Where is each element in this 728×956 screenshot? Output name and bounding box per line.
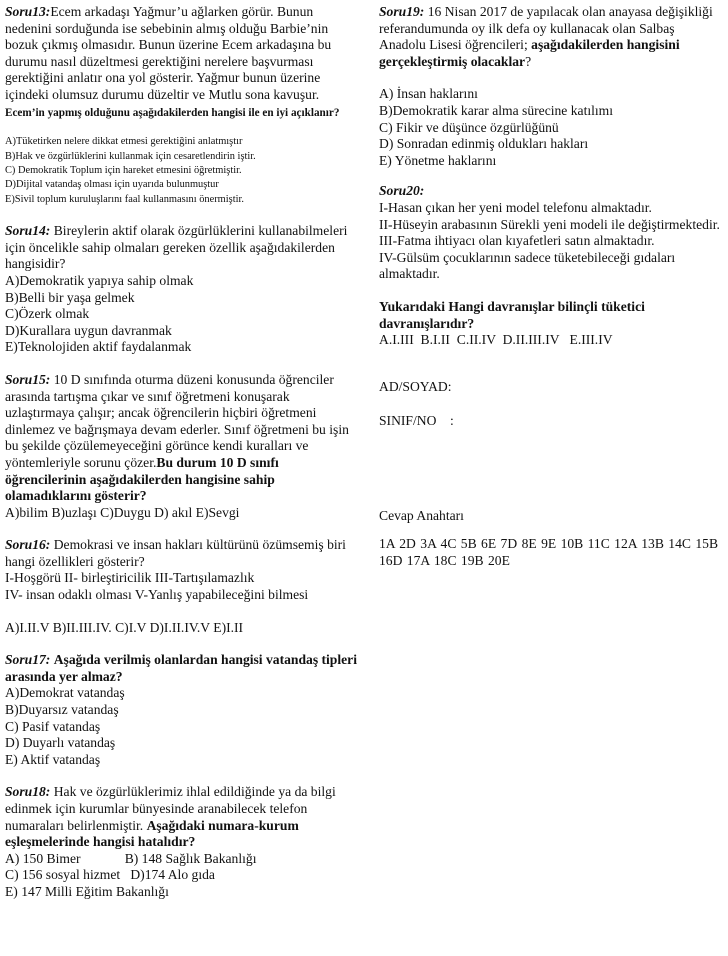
question-20-label: Soru20: <box>379 183 425 199</box>
question-13-option-c[interactable]: C) Demokratik Toplum için hareket etmesini öğretmiştir. <box>5 164 242 176</box>
question-14-option-c[interactable]: C)Özerk olmak <box>5 306 90 322</box>
question-13-text: Ecem arkadaşı Yağmur’u ağlarken görür. Bunun nedenini sorduğunda ise sebebinin almış olduğu Barbie’nin bozuk çıkmış olmasıdır. Bunun üzerine Ecem arkadaşına bu durumu nasıl düzeltmesi gerektiğini nerelere başvurması gerektiğini anlatır ona yol gösterir. Yağmur bunun üzerine içindeki olumsuz durumu düzeltir ve Mutlu sona kavuşur. <box>5 4 332 102</box>
question-13-option-e[interactable]: E)Sivil toplum kuruluşlarını faal kullanmasını önermiştir. <box>5 193 244 205</box>
question-19-option-b[interactable]: B)Demokratik karar alma sürecine katılımı <box>379 102 614 118</box>
question-17-prompt: Aşağıda verilmiş olanlardan hangisi vatandaş tipleri arasında yer almaz? <box>5 652 357 684</box>
question-18-options-line-1[interactable]: A) 150 Bimer B) 148 Sağlık Bakanlığı <box>5 850 257 866</box>
question-13-option-d[interactable]: D)Dijital vatandaş olması için uyarıda bulunmuştur <box>5 179 219 191</box>
question-19 <box>379 4 724 169</box>
question-18-text: Hak ve özgürlüklerimiz ihlal edildiğinde ya da bilgi edinmek için kurumlar bünyesinde aranabilecek telefon numaraları belirlenmiştir. <box>5 784 336 833</box>
question-13-prompt: Ecem’in yapmış olduğunu aşağıdakilerden hangisi ile en iyi açıklanır? <box>5 106 340 119</box>
question-18-prompt: Aşağıdaki numara-kurum eşleşmelerinde hangisi hatalıdır? <box>5 817 299 850</box>
question-14-option-d[interactable]: D)Kurallara uygun davranmak <box>5 322 172 338</box>
left-column <box>5 4 357 901</box>
question-19-option-d[interactable]: D) Sonradan edinmiş oldukları hakları <box>379 136 589 152</box>
question-18-label: Soru18: <box>5 784 51 800</box>
question-15 <box>5 372 357 521</box>
question-16-text: Demokrasi ve insan hakları kültürünü özümsemiş biri hangi özellikleri gösterir? <box>5 537 346 569</box>
question-17-option-e[interactable]: E) Aktif vatandaş <box>5 751 101 767</box>
answer-key-title: Cevap Anahtarı <box>379 507 464 523</box>
question-16-items-line-1: I-Hoşgörü II- birleştiricilik III-Tartışılamazlık <box>5 570 255 586</box>
question-17-option-c[interactable]: C) Pasif vatandaş <box>5 718 101 734</box>
question-18-options-line-2[interactable]: C) 156 sosyal hizmet D)174 Alo gıda <box>5 867 215 883</box>
question-19-tail: ? <box>525 53 532 69</box>
question-13-label: Soru13: <box>5 4 51 19</box>
question-14 <box>5 223 357 356</box>
question-19-option-a[interactable]: A) İnsan haklarını <box>379 86 478 102</box>
question-18-option-e[interactable]: E) 147 Milli Eğitim Bakanlığı <box>5 883 169 899</box>
question-17-option-a[interactable]: A)Demokrat vatandaş <box>5 685 125 701</box>
question-15-text: 10 D sınıfında oturma düzeni konusunda öğrenciler arasında tartışma çıkar ve sınıf öğretmeni konuşarak uzlaştırmaya çalışır; ancak öğrencilerin hiçbiri öğretmeni dinlemez ve bağrışmaya devam ederler. Sınıf öğretmeni bu işin bu şekilde çözülemeyeceğini görünce kendi kuralları ve yöntemleriyle sorunu çözer. <box>5 371 349 470</box>
question-13 <box>5 4 357 207</box>
question-20-item-4: IV-Gülsüm çocuklarının sadece tüketebileceği gıdaları almaktadır. <box>379 249 676 282</box>
question-13-option-b[interactable]: B)Hak ve özgürlüklerini kullanmak için cesaretlendirin iştir. <box>5 150 256 162</box>
question-19-text: 16 Nisan 2017 de yapılacak olan anayasa değişikliği referandumunda oy ilk defa oy kullanacak olan Salbaş Anadolu Lisesi öğrencileri; <box>379 4 713 53</box>
question-17-option-d[interactable]: D) Duyarlı vatandaş <box>5 735 116 751</box>
question-15-prompt: Bu durum 10 D sınıfı öğrencilerinin aşağıdakilerden hangisine sahip olamadıklarını gösterir? <box>5 454 279 504</box>
question-19-option-c[interactable]: C) Fikir ve düşünce özgürlüğünü <box>379 119 559 135</box>
class-label: SINIF/NO : <box>379 413 454 429</box>
question-19-label: Soru19: <box>379 4 425 19</box>
question-14-option-e[interactable]: E)Teknolojiden aktif faydalanmak <box>5 339 192 355</box>
question-13-option-a[interactable]: A)Tüketirken nelere dikkat etmesi gerektiğini anlatmıştır <box>5 136 243 148</box>
name-label: AD/SOYAD: <box>379 378 452 394</box>
question-20-item-2: II-Hüseyin arabasının Sürekli yeni modeli ile değiştirmektedir. <box>379 216 720 232</box>
question-20 <box>379 183 724 348</box>
question-19-option-e[interactable]: E) Yönetme haklarını <box>379 152 497 168</box>
question-17-label: Soru17: <box>5 652 51 668</box>
question-20-item-1: I-Hasan çıkan her yeni model telefonu almaktadır. <box>379 199 652 215</box>
question-16-options[interactable]: A)I.II.V B)II.III.IV. C)I.V D)I.II.IV.V E)I.II <box>5 619 244 635</box>
question-14-option-a[interactable]: A)Demokratik yapıya sahip olmak <box>5 272 194 288</box>
question-17-option-b[interactable]: B)Duyarsız vatandaş <box>5 702 119 718</box>
question-16 <box>5 537 357 636</box>
question-20-prompt: Yukarıdaki Hangi davranışlar bilinçli tüketici davranışlarıdır? <box>379 298 645 331</box>
question-20-options[interactable]: A.I.III B.I.II C.II.IV D.II.III.IV E.III.IV <box>379 332 613 348</box>
question-14-label: Soru14: <box>5 223 51 239</box>
question-18 <box>5 784 357 900</box>
question-14-option-b[interactable]: B)Belli bir yaşa gelmek <box>5 289 135 305</box>
question-16-label: Soru16: <box>5 537 51 553</box>
question-15-label: Soru15: <box>5 371 51 387</box>
question-20-item-3: III-Fatma ihtiyacı olan kıyafetleri satın almaktadır. <box>379 233 655 249</box>
question-17 <box>5 652 357 768</box>
answer-key: 1A 2D 3A 4C 5B 6E 7D 8E 9E 10B 11C 12A 13B 14C 15B 16D 17A 18C 19B 20E <box>379 536 719 569</box>
question-15-options[interactable]: A)bilim B)uzlaşı C)Duygu D) akıl E)Sevgi <box>5 504 240 520</box>
question-14-text: Bireylerin aktif olarak özgürlüklerini kullanabilmeleri için öncelikle sahip olmaları gereken özellik aşağıdakilerden hangisidir? <box>5 223 348 272</box>
question-16-items-line-2: IV- insan odaklı olması V-Yanlış yapabileceğini bilmesi <box>5 587 309 603</box>
right-column <box>379 4 724 570</box>
question-19-prompt: aşağıdakilerden hangisini gerçekleştirmiş olacaklar <box>379 37 680 69</box>
